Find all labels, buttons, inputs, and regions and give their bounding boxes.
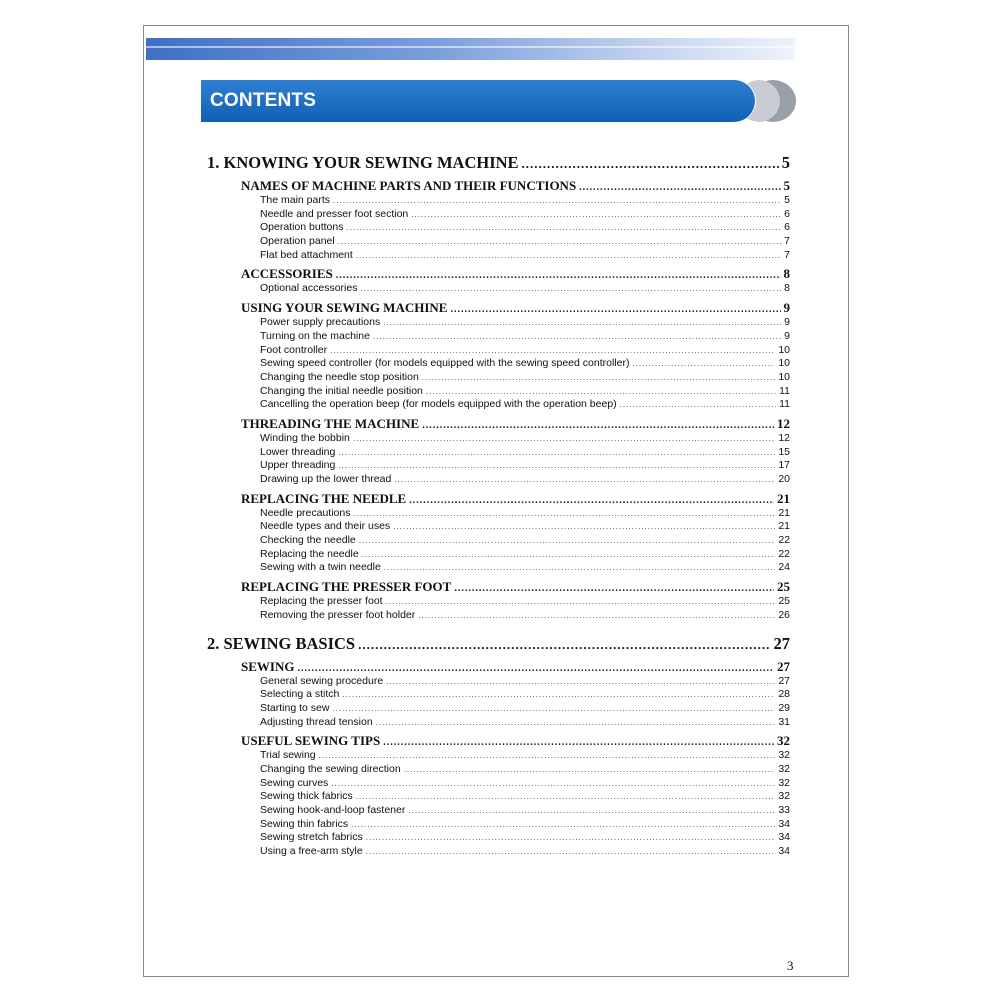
toc-section-page: 25	[777, 579, 790, 595]
toc-entry-page: 5	[784, 194, 790, 206]
toc-entry[interactable]	[207, 446, 790, 460]
toc-entry-title: Replacing the needle	[260, 547, 359, 560]
toc-entry[interactable]	[207, 818, 790, 832]
toc-entry-title: Lower threading	[260, 445, 336, 458]
toc-entry-title: Turning on the machine	[260, 329, 370, 342]
toc-section-title: USING YOUR SEWING MACHINE	[241, 300, 448, 316]
toc-entry[interactable]	[207, 716, 790, 730]
toc-entry-page: 21	[778, 506, 790, 519]
dot-leader	[338, 235, 781, 249]
toc-entry-title: Cancelling the operation beep (for models equipped with the operation beep)	[260, 398, 617, 411]
toc-entry[interactable]	[207, 221, 790, 235]
toc-entry[interactable]	[207, 749, 790, 763]
toc-entry-title: Power supply precautions	[260, 316, 381, 329]
dot-leader	[319, 749, 776, 763]
toc-entry-title: Starting to sew	[260, 701, 330, 714]
dot-leader	[384, 561, 775, 575]
toc-entry-title: Checking the needle	[260, 534, 356, 547]
dot-leader	[366, 845, 776, 859]
dot-leader	[358, 634, 770, 656]
dot-leader	[404, 763, 776, 777]
toc-entry-title: Needle precautions	[260, 506, 351, 519]
toc-section-title: USEFUL SEWING TIPS	[241, 733, 381, 749]
toc-entry-page: 7	[784, 235, 790, 248]
toc-entry-page: 22	[778, 534, 790, 547]
toc-entry-title: Drawing up the lower thread	[260, 473, 392, 485]
table-of-contents	[207, 152, 790, 859]
toc-section-page: 8	[783, 266, 790, 282]
toc-entry-page: 24	[778, 561, 790, 574]
toc-entry-title: Sewing speed controller (for models equipped with the sewing speed controller)	[260, 357, 630, 370]
toc-section-page: 27	[777, 658, 790, 674]
toc-entry[interactable]	[207, 595, 790, 609]
dot-leader	[386, 595, 776, 609]
toc-section[interactable]	[207, 265, 790, 282]
toc-section[interactable]	[207, 415, 790, 432]
toc-entry[interactable]	[207, 675, 790, 689]
dot-leader	[356, 790, 776, 804]
toc-entry[interactable]	[207, 777, 790, 791]
toc-entry-page: 32	[778, 762, 790, 775]
toc-entry[interactable]	[207, 507, 790, 521]
toc-section-title: NAMES OF MACHINE PARTS AND THEIR FUNCTIONS	[241, 178, 577, 193]
toc-entry[interactable]	[207, 831, 790, 845]
toc-chapter-title: 2. SEWING BASICS	[207, 633, 356, 653]
dot-leader	[383, 316, 781, 330]
dot-leader	[408, 804, 775, 818]
toc-entry-page: 17	[778, 459, 790, 472]
toc-section[interactable]	[207, 732, 790, 749]
toc-entry-title: Winding the bobbin	[260, 431, 350, 444]
toc-entry-page: 25	[778, 595, 790, 608]
toc-entry-title: Sewing hook-and-loop fastener	[260, 804, 406, 816]
toc-section-title: SEWING	[241, 658, 295, 674]
toc-section[interactable]	[207, 578, 790, 595]
toc-entry-page: 33	[778, 804, 790, 816]
toc-entry-title: Optional accessories	[260, 282, 358, 295]
toc-chapter-page: 5	[781, 153, 790, 172]
toc-entry[interactable]	[207, 473, 790, 487]
toc-entry-title: Operation buttons	[260, 221, 344, 234]
page-number: 3	[787, 958, 794, 973]
dot-leader	[376, 716, 776, 730]
toc-entry-page: 28	[778, 688, 790, 701]
toc-entry-page: 7	[784, 248, 790, 261]
toc-entry[interactable]	[207, 316, 790, 330]
toc-section[interactable]	[207, 299, 790, 316]
toc-entry-page: 34	[778, 817, 790, 830]
toc-section-page: 5	[783, 178, 790, 193]
toc-entry-title: Adjusting thread tension	[260, 715, 373, 728]
toc-entry-page: 9	[784, 329, 790, 342]
dot-leader	[330, 344, 775, 358]
toc-entry-page: 32	[778, 749, 790, 762]
toc-chapter[interactable]	[207, 152, 790, 174]
toc-entry[interactable]	[207, 548, 790, 562]
toc-entry-title: Upper threading	[260, 459, 336, 472]
toc-entry-title: Sewing thin fabrics	[260, 817, 349, 830]
toc-entry[interactable]	[207, 330, 790, 344]
toc-entry[interactable]	[207, 688, 790, 702]
dot-leader	[422, 371, 776, 385]
dot-leader	[411, 208, 781, 222]
toc-entry-title: Needle and presser foot section	[260, 207, 409, 220]
toc-entry-title: Flat bed attachment	[260, 248, 353, 261]
toc-entry-page: 6	[784, 221, 790, 234]
toc-entry-title: Removing the presser foot holder	[260, 608, 416, 621]
toc-entry[interactable]	[207, 432, 790, 446]
dot-leader	[360, 282, 781, 296]
page-title: CONTENTS	[210, 90, 317, 111]
contents-banner	[201, 80, 755, 122]
toc-entry[interactable]	[207, 763, 790, 777]
toc-entry-page: 6	[784, 207, 790, 220]
dot-leader	[362, 548, 776, 562]
toc-entry[interactable]	[207, 609, 790, 623]
toc-entry-title: General sewing procedure	[260, 674, 384, 687]
toc-entry-title: Replacing the presser foot	[260, 595, 383, 608]
toc-entry-title: Needle types and their uses	[260, 520, 391, 533]
toc-section-title: ACCESSORIES	[241, 266, 333, 282]
toc-entry-page: 21	[778, 520, 790, 533]
toc-entry-page: 34	[778, 831, 790, 844]
toc-entry[interactable]	[207, 459, 790, 473]
toc-chapter-page: 27	[773, 633, 790, 653]
toc-entry-page: 15	[778, 445, 790, 458]
toc-section-page: 12	[777, 415, 790, 431]
toc-section-page: 21	[777, 490, 790, 506]
toc-entry[interactable]	[207, 371, 790, 385]
dot-leader	[359, 534, 776, 548]
dot-leader	[373, 330, 781, 344]
toc-entry-title: The main parts	[260, 194, 331, 206]
dot-leader	[346, 221, 781, 235]
toc-entry[interactable]	[207, 249, 790, 263]
dot-leader	[632, 357, 775, 371]
dot-leader	[338, 446, 775, 460]
dot-leader	[394, 473, 775, 487]
toc-entry-page: 10	[778, 357, 790, 370]
dot-leader	[366, 831, 776, 845]
toc-entry[interactable]	[207, 398, 790, 412]
toc-section[interactable]	[207, 177, 790, 194]
header-band	[146, 38, 795, 60]
toc-entry-title: Operation panel	[260, 235, 335, 248]
toc-chapter[interactable]	[207, 633, 790, 655]
toc-entry-title: Sewing curves	[260, 776, 329, 789]
toc-entry[interactable]	[207, 235, 790, 249]
toc-entry-page: 12	[778, 431, 790, 444]
toc-entry-title: Changing the sewing direction	[260, 762, 401, 775]
toc-entry[interactable]	[207, 208, 790, 222]
toc-entry-title: Sewing stretch fabrics	[260, 831, 363, 844]
toc-entry-page: 31	[778, 715, 790, 728]
toc-section-title: REPLACING THE NEEDLE	[241, 490, 407, 506]
toc-entry[interactable]	[207, 561, 790, 575]
toc-entry-page: 9	[784, 316, 790, 329]
dot-leader	[522, 153, 779, 175]
toc-entry-page: 32	[778, 776, 790, 789]
dot-leader	[386, 675, 775, 689]
dot-leader	[351, 818, 775, 832]
toc-entry-page: 20	[778, 473, 790, 485]
dot-leader	[620, 398, 776, 412]
toc-entry-page: 10	[778, 343, 790, 356]
toc-entry-title: Trial sewing	[260, 749, 316, 762]
toc-entry[interactable]	[207, 845, 790, 859]
toc-entry-page: 32	[778, 790, 790, 803]
dot-leader	[356, 249, 781, 263]
dot-leader	[353, 432, 775, 446]
toc-entry-page: 22	[778, 547, 790, 560]
toc-section-title: REPLACING THE PRESSER FOOT	[241, 579, 452, 595]
dot-leader	[338, 459, 775, 473]
toc-entry-title: Changing the needle stop position	[260, 370, 419, 383]
dot-leader	[426, 385, 776, 399]
toc-entry[interactable]	[207, 357, 790, 371]
toc-entry[interactable]	[207, 282, 790, 296]
toc-entry[interactable]	[207, 385, 790, 399]
toc-entry[interactable]	[207, 520, 790, 534]
toc-entry-page: 11	[779, 398, 790, 411]
toc-entry[interactable]	[207, 804, 790, 818]
dot-leader	[353, 507, 775, 521]
toc-entry[interactable]	[207, 702, 790, 716]
dot-leader	[393, 520, 775, 534]
toc-section[interactable]	[207, 490, 790, 507]
toc-entry-title: Selecting a stitch	[260, 688, 340, 701]
toc-entry[interactable]	[207, 194, 790, 208]
toc-entry-title: Changing the initial needle position	[260, 384, 423, 397]
toc-section-page: 32	[777, 733, 790, 749]
toc-entry-page: 11	[779, 384, 790, 397]
dot-leader	[418, 609, 775, 623]
toc-chapter-title: 1. KNOWING YOUR SEWING MACHINE	[207, 153, 519, 172]
toc-entry-title: Using a free-arm style	[260, 845, 363, 858]
toc-section[interactable]	[207, 658, 790, 675]
dot-leader	[331, 777, 775, 791]
dot-leader	[342, 688, 775, 702]
toc-entry[interactable]	[207, 534, 790, 548]
toc-entry[interactable]	[207, 344, 790, 358]
toc-entry-title: Foot controller	[260, 343, 328, 356]
toc-section-page: 9	[783, 300, 790, 316]
toc-entry[interactable]	[207, 790, 790, 804]
toc-entry-page: 34	[778, 845, 790, 858]
toc-section-title: THREADING THE MACHINE	[241, 415, 420, 431]
toc-entry-page: 8	[784, 282, 790, 295]
toc-entry-title: Sewing thick fabrics	[260, 790, 353, 803]
toc-entry-page: 27	[778, 674, 790, 687]
toc-entry-page: 29	[778, 701, 790, 714]
toc-entry-page: 26	[778, 608, 790, 621]
toc-entry-title: Sewing with a twin needle	[260, 561, 381, 574]
dot-leader	[333, 194, 781, 208]
toc-entry-page: 10	[778, 370, 790, 383]
dot-leader	[332, 702, 775, 716]
